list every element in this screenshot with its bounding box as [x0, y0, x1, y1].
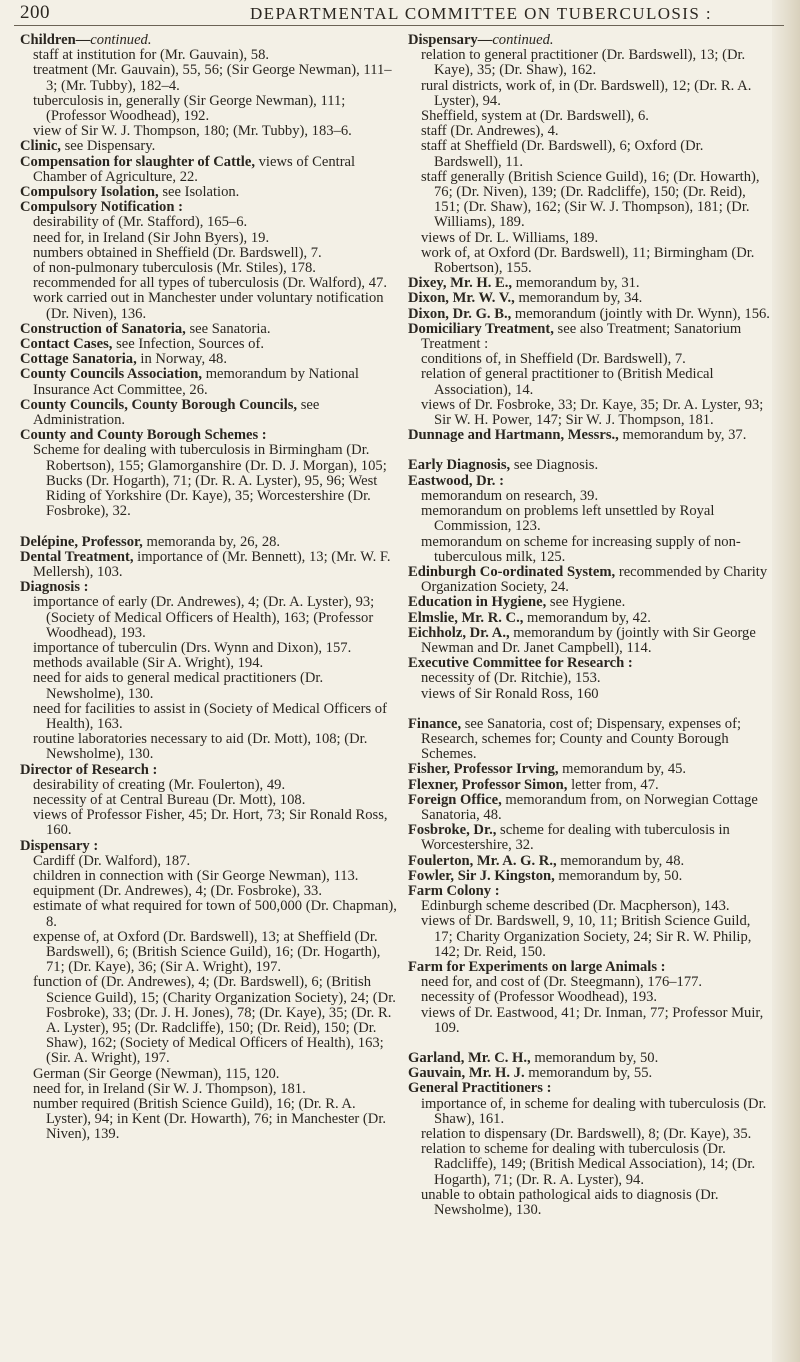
index-heading — [408, 276, 772, 291]
heading-reference: memorandum by, 48. — [556, 852, 685, 869]
heading-reference: recommended by Charity Organization Society, 24. — [421, 563, 768, 596]
index-heading — [408, 793, 772, 823]
index-subentry: tuberculosis in, generally (Sir George Newman), 111; (Professor Woodhead), 192. — [33, 92, 346, 125]
index-subentry: views of Dr. Bardswell, 9, 10, 11; British Science Guild, 17; Charity Organization Society, 24; Sir R. W. Philip, 142; Dr. Reid, 150. — [421, 913, 752, 960]
index-subentry: routine laboratories necessary to aid (Dr. Mott), 108; (Dr. Newsholme), 130. — [33, 731, 368, 763]
heading-term: Dixon, Dr. G. B., — [408, 305, 512, 322]
heading-reference: see Infection, Sources of. — [112, 336, 264, 353]
index-subentry: need for facilities to assist in (Society of Medical Officers of Health), 163. — [33, 700, 387, 732]
index-heading — [408, 322, 772, 352]
index-subentry: estimate of what required for town of 500,000 (Dr. Chapman), 8. — [33, 898, 397, 930]
index-subentry: need for, in Ireland (Sir W. J. Thompson), 181. — [33, 1080, 306, 1097]
heading-term: Dunnage and Hartmann, Messrs., — [408, 427, 619, 444]
index-subentry: importance of, in scheme for dealing with tuberculosis (Dr. Shaw), 161. — [421, 1095, 767, 1127]
heading-term: Compensation for slaughter of Cattle, — [20, 153, 255, 170]
index-heading — [20, 155, 398, 185]
heading-term: Foreign Office, — [408, 791, 502, 808]
heading-reference: see Sanatoria. — [185, 320, 271, 337]
index-subentry: work of, at Oxford (Dr. Bardswell), 11; Birmingham (Dr. Robertson), 155. — [421, 244, 755, 277]
section-gap — [408, 702, 772, 717]
heading-reference: see Sanatoria, cost of; Dispensary, expenses of; Research, schemes for; County and County Borough Schemes. — [421, 715, 742, 763]
heading-term: Education in Hygiene, — [408, 594, 547, 611]
heading-reference: memorandum by, 50. — [530, 1050, 659, 1066]
section-gap — [408, 443, 772, 458]
index-subentry: desirability of (Mr. Stafford), 165–6. — [33, 214, 248, 231]
index-subentry: need for, and cost of (Dr. Steegmann), 176–177. — [421, 974, 703, 991]
heading-term: Fosbroke, Dr., — [408, 822, 497, 839]
index-subentry: staff generally (British Science Guild), 16; (Dr. Howarth), 76; (Dr. Niven), 139; (Dr. Radcliffe), 150; (Dr. Reid), 151; (Dr. Shaw), 162; (Sir W. J. Thompson), 181; (Dr. Williams), 189. — [421, 168, 760, 231]
index-heading — [408, 307, 772, 322]
index-subentry: necessity of at Central Bureau (Dr. Mott), 108. — [33, 791, 306, 808]
index-heading — [408, 717, 772, 763]
heading-term: County Councils Association, — [20, 366, 203, 383]
index-heading — [408, 854, 772, 869]
index-heading — [408, 823, 772, 853]
heading-reference: memorandum (jointly with Dr. Wynn), 156. — [511, 305, 770, 322]
index-heading — [20, 550, 398, 580]
heading-term: Dixon, Mr. W. V., — [408, 290, 515, 307]
index-subentry: number required (British Science Guild), 16; (Dr. R. A. Lyster), 94; in Kent (Dr. Howarth), 76; in Manchester (Dr. Niven), 139. — [33, 1096, 387, 1143]
index-subentry: unable to obtain pathological aids to diagnosis (Dr. Newsholme), 130. — [421, 1186, 719, 1219]
index-heading — [408, 1066, 772, 1081]
index-subentry: relation to general practitioner (Dr. Bardswell), 13; (Dr. Kaye), 35; (Dr. Shaw), 162. — [421, 47, 746, 79]
heading-term: Fowler, Sir J. Kingston, — [408, 867, 555, 884]
heading-reference: memorandum by (jointly with Sir George Newman and Dr. Janet Campbell), 114. — [421, 624, 756, 656]
index-heading — [408, 960, 772, 975]
heading-reference: memorandum by, 31. — [512, 275, 640, 292]
index-heading — [20, 398, 398, 428]
index-subentry: treatment (Mr. Gauvain), 55, 56; (Sir George Newman), 111–3; (Mr. Tubby), 182–4. — [33, 62, 392, 94]
index-heading — [408, 458, 772, 473]
index-subentry: conditions of, in Sheffield (Dr. Bardswell), 7. — [421, 351, 686, 368]
heading-term: Dispensary : — [20, 837, 99, 854]
index-subentry: memorandum on problems left unsettled by Royal Commission, 123. — [421, 503, 715, 535]
index-subentry: recommended for all types of tuberculosis (Dr. Walford), 47. — [33, 275, 387, 292]
heading-reference: memorandum by, 37. — [618, 427, 747, 444]
heading-term: Eastwood, Dr. : — [408, 472, 504, 489]
index-subentry: importance of early (Dr. Andrewes), 4; (Dr. A. Lyster), 93; (Society of Medical Officers of Health), 163; (Professor Woodhead), 193. — [33, 594, 375, 641]
index-subentry: relation to scheme for dealing with tuberculosis (Dr. Radcliffe), 149; (British Medical Association), 14; (Dr. Hogarth), 71; (Dr. R. A. Lyster), 94. — [421, 1141, 756, 1188]
index-heading — [408, 1081, 772, 1096]
heading-reference: memorandum by, 45. — [558, 761, 687, 778]
heading-reference: see Administration. — [33, 396, 320, 429]
index-heading — [408, 595, 772, 610]
index-subentry: necessity of (Dr. Ritchie), 153. — [421, 670, 601, 687]
heading-term: County Councils, County Borough Councils, — [20, 396, 298, 413]
index-subentry: German (Sir George (Newman), 115, 120. — [33, 1065, 280, 1082]
index-subentry: relation of general practitioner to (British Medical Association), 14. — [421, 366, 714, 398]
index-subentry: view of Sir W. J. Thompson, 180; (Mr. Tubby), 183–6. — [33, 123, 352, 140]
index-subentry: methods available (Sir A. Wright), 194. — [33, 655, 264, 672]
index-subentry: views of Professor Fisher, 45; Dr. Hort, 73; Sir Ronald Ross, 160. — [33, 807, 388, 839]
heading-term: Elmslie, Mr. R. C., — [408, 609, 524, 626]
index-heading — [408, 1051, 772, 1066]
heading-term: Flexner, Professor Simon, — [408, 776, 568, 793]
heading-reference: views of Central Chamber of Agriculture, 22. — [33, 153, 356, 185]
index-subentry: work carried out in Manchester under voluntary notification (Dr. Niven), 136. — [33, 290, 384, 322]
index-heading — [408, 611, 772, 626]
heading-term: Domiciliary Treatment, — [408, 320, 554, 337]
index-subentry: importance of tuberculin (Drs. Wynn and Dixon), 157. — [33, 639, 352, 656]
header-rule — [14, 25, 784, 26]
page-edge-shadow — [772, 0, 800, 1362]
heading-reference: memorandum by, 42. — [523, 609, 651, 626]
heading-reference: memoranda by, 26, 28. — [142, 533, 281, 550]
heading-term: Foulerton, Mr. A. G. R., — [408, 852, 557, 869]
index-subentry: equipment (Dr. Andrewes), 4; (Dr. Fosbroke), 33. — [33, 883, 322, 900]
index-heading — [408, 33, 772, 48]
index-subentry: necessity of (Professor Woodhead), 193. — [421, 989, 658, 1006]
index-subentry: need for, in Ireland (Sir John Byers), 19. — [33, 229, 270, 246]
index-heading — [408, 291, 772, 306]
heading-term: Compulsory Isolation, — [20, 184, 159, 201]
continued-label: continued. — [90, 33, 152, 48]
heading-term: Dixey, Mr. H. E., — [408, 275, 513, 292]
index-subentry: Cardiff (Dr. Walford), 187. — [33, 852, 191, 869]
heading-term: Diagnosis : — [20, 579, 89, 596]
index-subentry: Edinburgh scheme described (Dr. Macpherson), 143. — [421, 898, 730, 915]
heading-term: Eichholz, Dr. A., — [408, 624, 510, 641]
heading-term: Farm Colony : — [408, 882, 500, 899]
index-heading — [20, 763, 398, 778]
index-heading — [408, 656, 772, 671]
index-heading — [408, 869, 772, 884]
running-title: DEPARTMENTAL COMMITTEE ON TUBERCULOSIS : — [250, 4, 712, 23]
heading-reference: memorandum by, 50. — [554, 867, 683, 884]
index-subentry: Sheffield, system at (Dr. Bardswell), 6. — [421, 108, 649, 125]
index-heading — [20, 200, 398, 215]
index-heading — [408, 884, 772, 899]
index-heading — [20, 839, 398, 854]
heading-term: Garland, Mr. C. H., — [408, 1050, 531, 1066]
heading-reference: memorandum from, on Norwegian Cottage Sanatoria, 48. — [421, 791, 758, 823]
index-subentry: Scheme for dealing with tuberculosis in Birmingham (Dr. Robertson), 155; Glamorganshire (Dr. D. J. Morgan), 105; Bucks (Dr. Hogarth), 71; (Dr. R. A. Lyster), 95, 96; West Riding of Yorkshire (Dr. Kaye), 35; Worcestershire (Dr. Fosbroke), 32. — [33, 442, 387, 520]
index-column-right — [408, 33, 772, 1353]
heading-term: Finance, — [408, 715, 462, 732]
heading-reference: memorandum by National Insurance Act Committee, 26. — [33, 366, 359, 398]
heading-reference: see Dispensary. — [60, 138, 156, 155]
index-heading — [20, 322, 398, 337]
heading-term: Farm for Experiments on large Animals : — [408, 958, 666, 975]
index-subentry: views of Dr. Fosbroke, 33; Dr. Kaye, 35; Dr. A. Lyster, 93; Sir W. H. Power, 147; Sir W. J. Thompson, 181. — [421, 396, 764, 429]
index-heading — [20, 367, 398, 397]
index-heading — [20, 33, 398, 48]
heading-reference: letter from, 47. — [567, 776, 659, 793]
index-heading — [20, 337, 398, 352]
index-heading — [20, 185, 398, 200]
heading-term: Executive Committee for Research : — [408, 655, 633, 672]
heading-term: Early Diagnosis, — [408, 457, 511, 474]
heading-term: Cottage Sanatoria, — [20, 351, 137, 368]
page-header — [0, 0, 800, 28]
index-subentry: need for aids to general medical practitioners (Dr. Newsholme), 130. — [33, 670, 324, 702]
index-subentry: views of Dr. L. Williams, 189. — [421, 229, 599, 246]
heading-term: General Practitioners : — [408, 1080, 552, 1097]
index-heading — [20, 580, 398, 595]
heading-term: Compulsory Notification : — [20, 199, 183, 216]
index-heading — [408, 762, 772, 777]
index-heading — [20, 428, 398, 443]
heading-term: Fisher, Professor Irving, — [408, 761, 559, 778]
heading-reference: importance of (Mr. Bennett), 13; (Mr. W. F. Mellersh), 103. — [33, 548, 391, 580]
page-number: 200 — [20, 2, 50, 23]
heading-reference: see also Treatment; Sanatorium Treatment : — [421, 320, 742, 353]
index-subentry: staff (Dr. Andrewes), 4. — [421, 123, 559, 140]
heading-term: Delépine, Professor, — [20, 533, 143, 550]
index-subentry: expense of, at Oxford (Dr. Bardswell), 13; at Sheffield (Dr. Bardswell), 6; (British Science Guild), 16; (Dr. Hogarth), 71; (Dr. Kaye), 36; (Sir A. Wright), 197. — [33, 928, 381, 976]
heading-term: Gauvain, Mr. H. J. — [408, 1065, 525, 1082]
heading-reference: in Norway, 48. — [136, 351, 227, 368]
index-heading — [408, 626, 772, 656]
index-heading — [20, 352, 398, 367]
heading-term: Children— — [20, 33, 91, 48]
heading-term: Clinic, — [20, 138, 61, 155]
index-heading — [20, 139, 398, 154]
heading-reference: see Isolation. — [158, 184, 240, 201]
index-heading — [408, 565, 772, 595]
index-heading — [408, 474, 772, 489]
index-subentry: of non-pulmonary tuberculosis (Mr. Stiles), 178. — [33, 260, 316, 277]
heading-term: Dental Treatment, — [20, 548, 134, 565]
heading-term: Director of Research : — [20, 761, 158, 778]
heading-reference: scheme for dealing with tuberculosis in Worcestershire, 32. — [421, 822, 730, 854]
index-subentry: desirability of creating (Mr. Foulerton), 49. — [33, 776, 286, 793]
index-subentry: children in connection with (Sir George Newman), 113. — [33, 867, 359, 884]
index-subentry: rural districts, work of, in (Dr. Bardswell), 12; (Dr. R. A. Lyster), 94. — [421, 77, 752, 109]
heading-term: County and County Borough Schemes : — [20, 427, 267, 444]
section-gap — [20, 520, 398, 535]
index-subentry: relation to dispensary (Dr. Bardswell), 8; (Dr. Kaye), 35. — [421, 1126, 752, 1143]
heading-term: Dispensary— — [408, 33, 493, 48]
heading-reference: memorandum by, 34. — [514, 290, 643, 307]
index-subentry: views of Sir Ronald Ross, 160 — [421, 685, 599, 702]
index-subentry: staff at Sheffield (Dr. Bardswell), 6; Oxford (Dr. Bardswell), 11. — [421, 138, 704, 170]
index-subentry: memorandum on research, 39. — [421, 487, 599, 504]
index-column-left — [20, 33, 398, 1353]
heading-reference: see Diagnosis. — [510, 457, 599, 474]
index-subentry: function of (Dr. Andrewes), 4; (Dr. Bardswell), 6; (British Science Guild), 15; (Charity Organization Society), 24; (Dr. Fosbroke), 33; (Dr. J. H. Jones), 78; (Dr. Kaye), 35; (Dr. R. A. Lyster), 95; (Dr. Radcliffe), 150; (Dr. Reid), 150; (Dr. Shaw), 162; (Society of Medical Officers of Health), 163; (Sir. A. Wright), 197. — [33, 974, 396, 1067]
heading-term: Edinburgh Co-ordinated System, — [408, 563, 616, 580]
index-subentry: views of Dr. Eastwood, 41; Dr. Inman, 77; Professor Muir, 109. — [421, 1004, 764, 1036]
index-subentry: staff at institution for (Mr. Gauvain), 58. — [33, 47, 270, 64]
heading-reference: memorandum by, 55. — [524, 1065, 653, 1082]
index-subentry: memorandum on scheme for increasing supply of non-tuberculous milk, 125. — [421, 533, 741, 565]
heading-reference: see Hygiene. — [546, 594, 626, 611]
heading-term: Construction of Sanatoria, — [20, 320, 186, 337]
heading-term: Contact Cases, — [20, 336, 113, 353]
section-gap — [408, 1036, 772, 1051]
index-heading — [408, 778, 772, 793]
index-subentry: numbers obtained in Sheffield (Dr. Bardswell), 7. — [33, 244, 322, 261]
continued-label: continued. — [492, 33, 554, 48]
index-heading — [408, 428, 772, 443]
index-heading — [20, 535, 398, 550]
